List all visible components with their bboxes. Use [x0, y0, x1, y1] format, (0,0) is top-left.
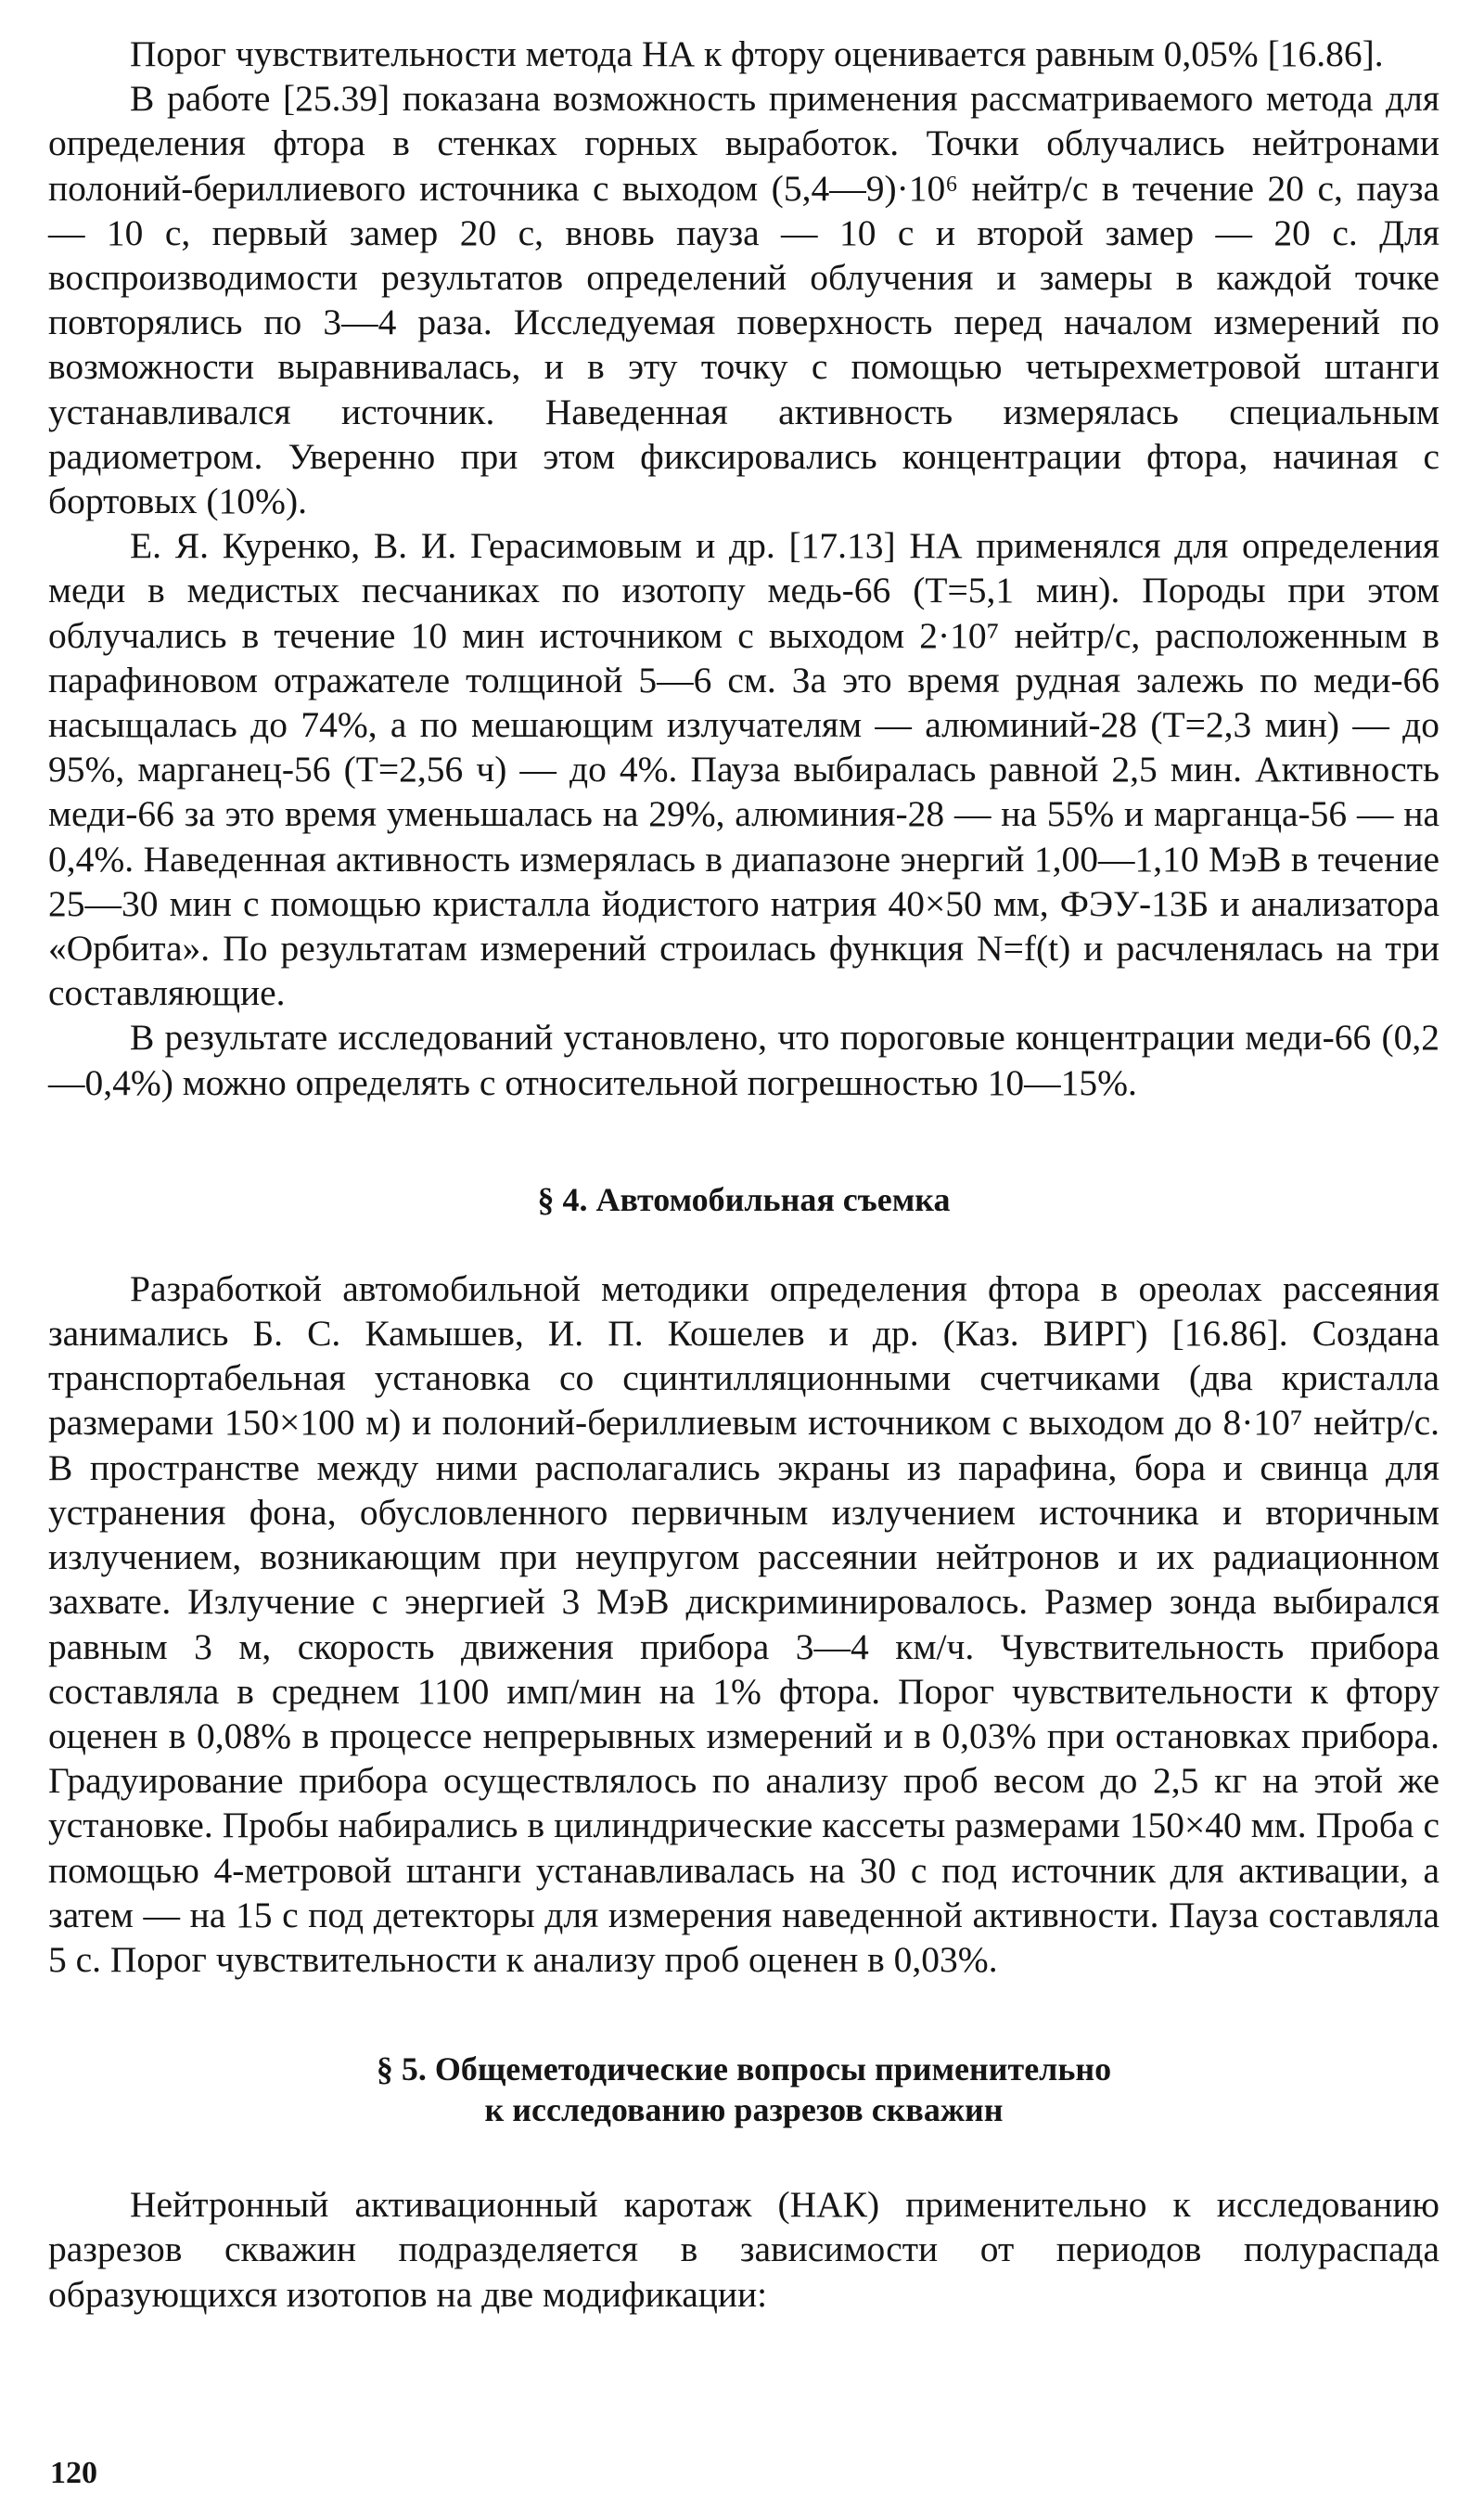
page-number: 120	[50, 2456, 97, 2490]
paragraph-borehole-logging: Нейтронный активационный каротаж (НАК) применительно к исследованию разрезов скважин подразделяется в зависимости от периодов полураспада образующихся изотопов на две модификации:	[48, 2184, 1439, 2315]
book-page	[48, 32, 1439, 2317]
paragraph-vehicle-survey: Разработкой автомобильной методики определения фтора в ореолах рассеяния занимались Б. С. Камышев, И. П. Кошелев и др. (Каз. ВИРГ) [16.86]. Создана транспортабельная установка со сцинтилляционными счетчиками (два кристалла размерами 150×100 м) и полоний-бериллиевым источником с выходом до 8·10⁷ нейтр/с. В пространстве между ними располагались экраны из парафина, бора и свинца для устранения фона, обусловленного первичным излучением источника и вторичным излучением, возникающим при неупругом рассеянии нейтронов и их радиационном захвате. Излучение с энергией 3 МэВ дискриминировалось. Размер зонда выбирался равным 3 м, скорость движения прибора 3—4 км/ч. Чувствительность прибора составляла в среднем 1100 имп/мин на 1% фтора. Порог чувствительности к фтору оценен в 0,08% в процессе непрерывных измерений и в 0,03% при остановках прибора. Градуирование прибора осуществлялось по анализу проб весом до 2,5 кг на этой же установке. Пробы набирались в цилиндрические кассеты размерами 150×40 мм. Проба с помощью 4-метровой штанги устанавливалась на 30 с под источник для активации, а затем — на 15 с под детекторы для измерения наведенной активности. Пауза составляла 5 с. Порог чувствительности к анализу проб оценен в 0,03%.	[48, 1267, 1439, 1980]
paragraph-fluorine-threshold: Порог чувствительности метода НА к фтору оценивается равным 0,05% [16.86].	[130, 33, 1384, 74]
paragraph-mine-walls: В работе [25.39] показана возможность применения рассматриваемого метода для определения фтора в стенках горных выработок. Точки облучались нейтронами полоний-бериллиевого источника с выходом (5,4—9)·10⁶ нейтр/с в течение 20 с, пауза — 10 с, первый замер 20 с, вновь пауза — 10 с и второй замер — 20 с. Для воспроизводимости результатов определений облучения и замеры в каждой точке повторялись по 3—4 раза. Исследуемая поверхность перед началом измерений по возможности выравнивалась, и в эту точку с помощью четырехметровой штанги устанавливался источник. Наведенная активность измерялась специальным радиометром. Уверенно при этом фиксировались концентрации фтора, начиная с бортовых (10%).	[48, 78, 1439, 522]
paragraph-copper-results: В результате исследований установлено, что пороговые концентрации меди-66 (0,2—0,4%) можно определять с относительной погрешностью 10—15%.	[48, 1017, 1439, 1103]
section-5-heading-line-2: к исследованию разрезов скважин	[484, 2091, 1004, 2129]
section-4-heading: § 4. Автомобильная съемка	[537, 1180, 951, 1218]
paragraph-copper-sandstones: Е. Я. Куренко, В. И. Герасимовым и др. [17.13] НА применялся для определения меди в медистых песчаниках по изотопу медь-66 (T=5,1 мин). Породы при этом облучались в течение 10 мин источником с выходом 2·10⁷ нейтр/с, расположенным в парафиновом отражателе толщиной 5—6 см. За это время рудная залежь по меди-66 насыщалась до 74%, а по мешающим излучателям — алюминий-28 (T=2,3 мин) — до 95%, марганец-56 (T=2,56 ч) — до 4%. Пауза выбиралась равной 2,5 мин. Активность меди-66 за это время уменьшалась на 29%, алюминия-28 — на 55% и марганца-56 — на 0,4%. Наведенная активность измерялась в диапазоне энергий 1,00—1,10 МэВ в течение 25—30 мин с помощью кристалла йодистого натрия 40×50 мм, ФЭУ-13Б и анализатора «Орбита». По результатам измерений строилась функция N=f(t) и расчленялась на три составляющие.	[48, 525, 1439, 1014]
section-5-heading-line-1: § 5. Общеметодические вопросы применительно	[376, 2050, 1112, 2088]
section-5-heading	[48, 2049, 1439, 2130]
